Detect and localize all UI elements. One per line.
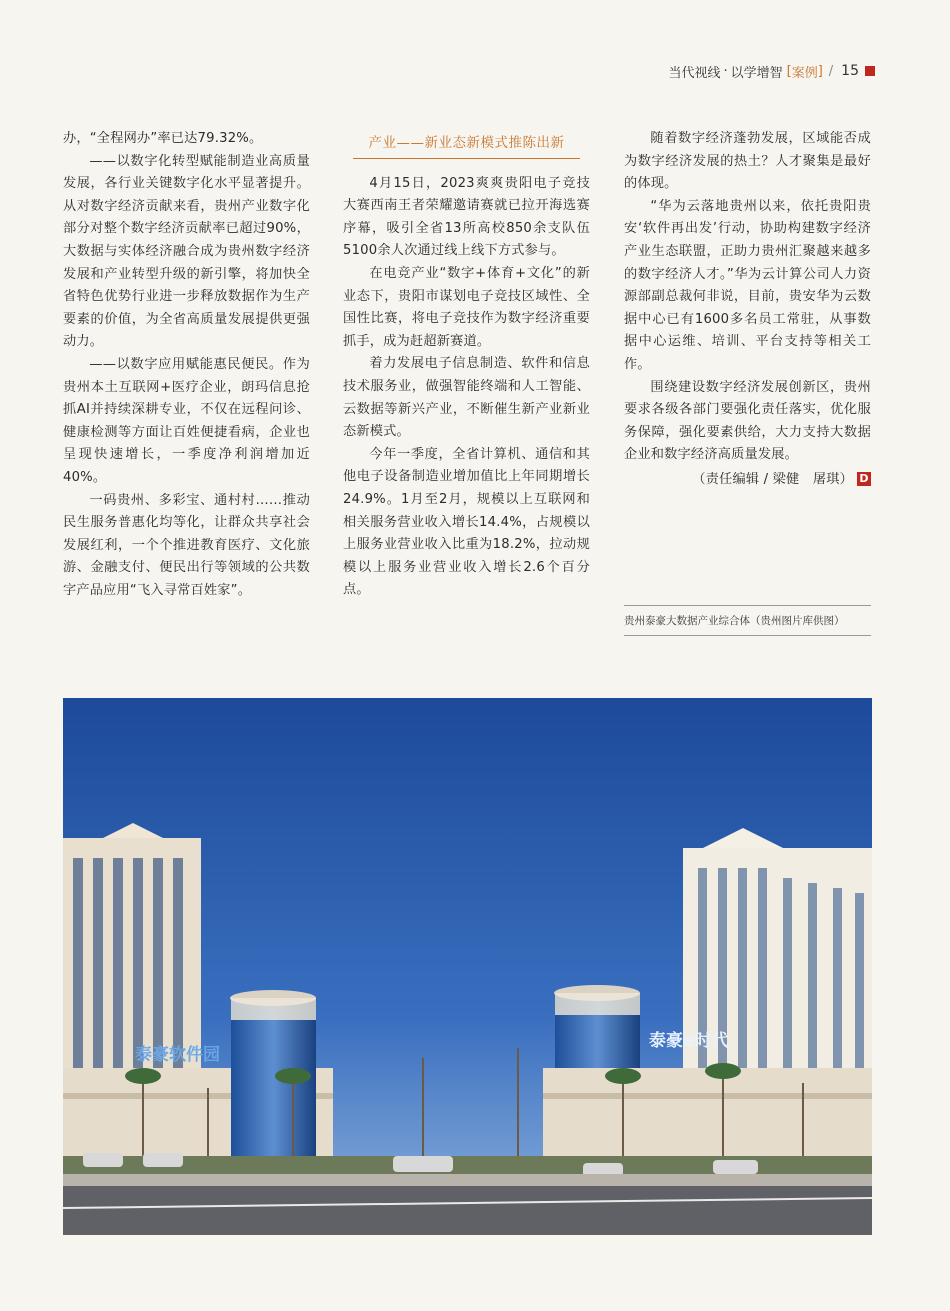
- right-building-sign: 泰豪e时代: [649, 1031, 729, 1051]
- header-case: 案例: [791, 65, 818, 81]
- col3-paragraph: 围绕建设数字经济发展创新区，贵州要求各级各部门要强化责任落实，优化服务保障，强化要素供给，大力支持大数据企业和数字经济高质量发展。: [624, 379, 871, 463]
- building-photo: [63, 698, 872, 1235]
- col2-paragraph: 今年一季度，全省计算机、通信和其他电子设备制造业增加值比上年同期增长24.9%。1月至2月，规模以上互联网和相关服务营业收入增长14.4%，占规模以上服务业营业收入比重为18.2%，拉动规模以上服务业营业收入增长2.6个百分点。: [343, 446, 590, 598]
- header-bracket-open: [: [786, 63, 792, 79]
- column-2: [343, 128, 590, 602]
- col1-paragraph: 一码贵州、多彩宝、通村村……推动民生服务普惠化均等化，让群众共享社会发展红利，一个个推进教育医疗、文化旅游、金融支付、便民出行等领域的公共数字产品应用“飞入寻常百姓家”。: [63, 492, 310, 598]
- header-subsection: 以学增智: [730, 65, 783, 81]
- col2-paragraph: 4月15日，2023爽爽贵阳电子竞技大赛西南王者荣耀邀请赛就已拉开海选赛序幕，吸引全省13所高校850余支队伍5100余人次通过线上线下方式参与。: [343, 175, 590, 259]
- header-dot: ·: [723, 63, 728, 79]
- d-logo-icon: D: [857, 472, 871, 486]
- editor-sign: [624, 469, 871, 492]
- header-bracket-close: ]: [817, 63, 823, 79]
- editor-credit: （责任编辑 / 梁健 屠琪）: [692, 471, 853, 487]
- page-number: 15: [841, 63, 859, 79]
- col2-paragraph: 着力发展电子信息制造、软件和信息技术服务业，做强智能终端和人工智能、云数据等新兴产业，不断催生新产业新业态新模式。: [343, 356, 590, 440]
- col1-paragraph: 办，“全程网办”率已达79.32%。: [63, 131, 263, 146]
- photo-caption: 贵州泰豪大数据产业综合体（贵州图片库供图）: [624, 605, 871, 636]
- col3-paragraph: “华为云落地贵州以来，依托贵阳贵安‘软件再出发’行动，协助构建数字经济产业生态联盟，正助力贵州汇聚越来越多的数字经济人才。”华为云计算公司人力资源部副总裁何非说，目前，贵安华为云数据中心已有1600多名员工常驻，从事数据中心运维、培训、平台支持等相关工作。: [624, 198, 871, 372]
- left-building-sign: 泰豪软件园: [135, 1045, 220, 1065]
- section-title: 产业——新业态新模式推陈出新: [353, 132, 580, 159]
- header-section: 当代视线: [668, 65, 721, 81]
- column-3: [624, 128, 871, 492]
- col2-paragraph: 在电竞产业“数字+体育+文化”的新业态下，贵阳市谋划电子竞技区域性、全国性比赛，将电子竞技作为数字经济重要抓手，成为赶超新赛道。: [343, 265, 590, 349]
- col1-paragraph: ——以数字应用赋能惠民便民。作为贵州本土互联网+医疗企业，朗玛信息抢抓AI并持续深耕专业，不仅在远程问诊、健康检测等方面让百姓便捷看病，企业也呈现快速增长，一季度净利润增加近40%。: [63, 356, 310, 485]
- col1-paragraph: ——以数字化转型赋能制造业高质量发展，各行业关键数字化水平显著提升。从对数字经济贡献来看，贵州产业数字化部分对整个数字经济贡献率已超过90%，大数据与实体经济融合成为贵州数字经济发展和产业转型升级的新引擎，将加快全省特色优势行业进一步释放数据作为生产要素的价值，为全省高质量发展提供更强动力。: [63, 153, 310, 350]
- page-header: [668, 60, 875, 82]
- red-square-icon: [865, 66, 875, 76]
- col3-paragraph: 随着数字经济蓬勃发展，区域能否成为数字经济发展的热土？人才聚集是最好的体现。: [624, 131, 871, 192]
- column-1: [63, 128, 310, 602]
- header-slash: /: [828, 63, 834, 79]
